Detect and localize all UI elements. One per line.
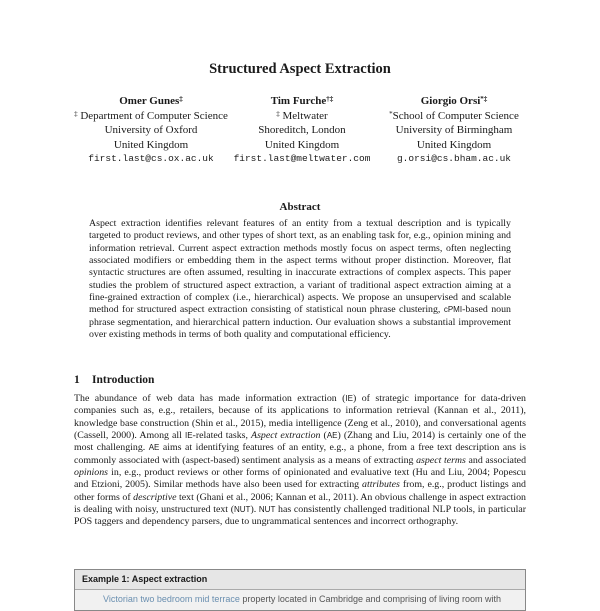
author-block-1: [66, 94, 236, 167]
author-institution: Shoreditch, London: [258, 124, 346, 136]
author-country: United Kingdom: [113, 138, 189, 151]
author-name: Omer Gunes‡: [119, 95, 183, 107]
author-affiliation: *School of Computer Science: [389, 109, 519, 122]
author-name: Giorgio Orsi*‡: [420, 95, 488, 107]
author-country: United Kingdom: [416, 138, 492, 151]
author-institution: University of Birmingham: [395, 124, 513, 136]
intro-paragraph: The abundance of web data has made information extraction (IE) of strategic importance for data-driven companies such as, e.g., retailers, because of its applications to information retrieval (Kannan et al., 2011), knowledge base construction (Shin et al., 2015), media intelligence (Zeng et al., 2010), and conversational agents (Cassell, 2000). Among all IE-related tasks, Aspect extraction (AE) (Zhang and Liu, 2014) is certainly one of the most challenging. AE aims at identifying features of an entity, e.g., a phone, from a free text description ans is commonly associated with (aspect-based) sentiment analysis as a means of extracting aspect terms and associated opinions in, e.g., product reviews or other forms of opinionated and evaluative text (Hu and Liu, 2004; Popescu and Etzioni, 2005). Similar methods have also been used for extracting attributes from, e.g., product listings and other forms of descriptive text (Ghani et al., 2006; Kannan et al., 2011). An obvious challenge in aspect extraction is dealing with noisy, unstructured text (NUT). NUT has consistently challenged traditional NLP tools, in particular POS taggers and dependency parsers, due to ungrammatical sentences and incorrect orthography.: [74, 393, 527, 528]
author-affiliation: ‡ Meltwater: [276, 109, 328, 122]
example-box: [74, 569, 526, 611]
abstract-text: Aspect extraction identifies relevant features of an entity from a textual description and is typically targeted to product reviews, and other types of short text, as an enabling task for, e.g., opinion mining and information retrieval. Current aspect extraction methods mostly focus on aspect terms, often neglecting associated modifiers or embedding them in the aspect terms without proper distinction. Moreover, flat syntactic structures are often assumed, resulting in inaccurate extractions of complex aspects. This paper studies the problem of structured aspect extraction, a variant of traditional aspect extraction aiming at a fine-grained extraction of complex (i.e., hierarchical) aspects. We propose an unsupervised and scalable method for structured aspect extraction consisting of statistical noun phrase clustering, cPMI-based noun phrase segmentation, and hierarchical pattern induction. Our evaluation shows a substantial improvement over existing methods in terms of both quality and computational efficiency.: [89, 218, 511, 341]
section-heading: 1 Introduction: [74, 374, 155, 386]
author-affiliation: ‡ Department of Computer Science: [74, 109, 228, 122]
author-name: Tim Furche†‡: [270, 95, 334, 107]
author-institution: University of Oxford: [104, 124, 198, 136]
example-text: Victorian two bedroom mid terrace property located in Cambridge and comprising of living room with: [103, 594, 502, 604]
author-block-3: [377, 94, 531, 167]
example-heading: Example 1: Aspect extraction: [75, 570, 525, 590]
author-email[interactable]: g.orsi@cs.bham.ac.uk: [396, 153, 512, 164]
author-country: United Kingdom: [264, 138, 340, 151]
author-email[interactable]: first.last@cs.ox.ac.uk: [88, 153, 214, 164]
author-block-2: [228, 94, 376, 167]
paper-title: Structured Aspect Extraction: [209, 61, 391, 77]
abstract-heading: Abstract: [279, 201, 321, 213]
author-email[interactable]: first.last@meltwater.com: [233, 153, 371, 164]
